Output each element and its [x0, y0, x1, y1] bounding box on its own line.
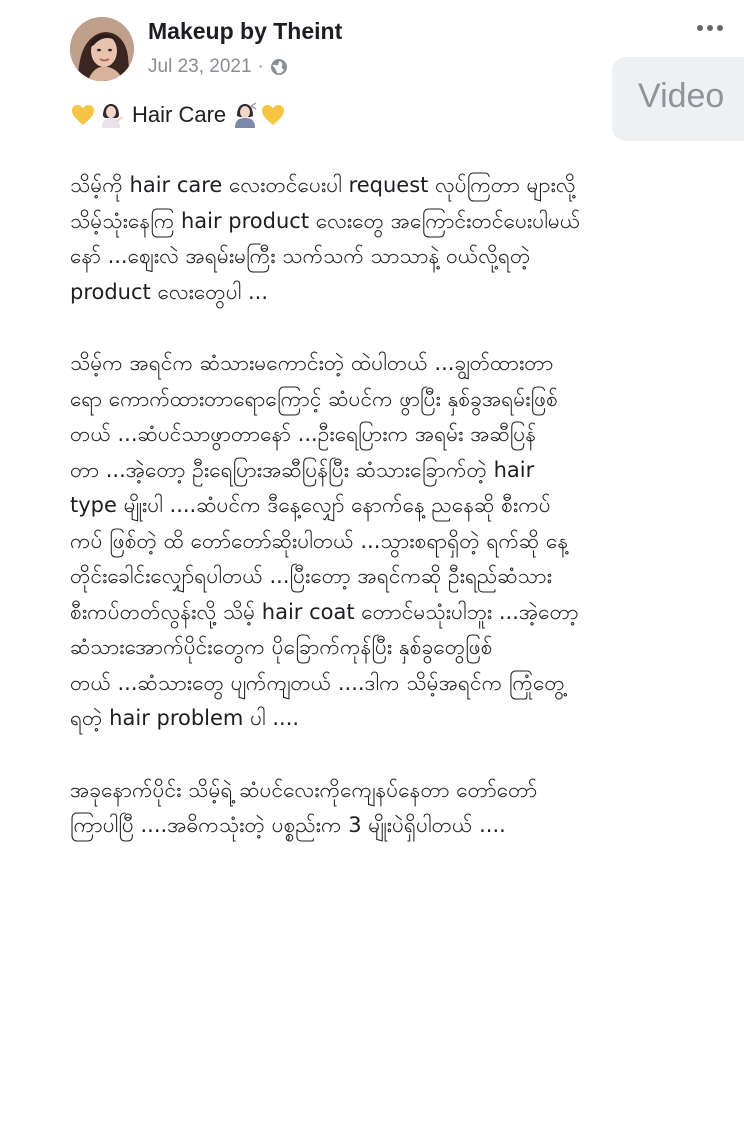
- yellow-heart-icon: [260, 102, 286, 128]
- post-paragraph: သိမ့်က အရင်က ဆံသားမကောင်းတဲ့ ထဲပါတယ် ...ချွတ်ထားတာ ရော ကောက်ထားတာရောကြောင့် ဆံပင်က ဖွာပြီး နှစ်ခွအရမ်းဖြစ် တယ် ...ဆံပင်သာဖွာတာနော် ...ဦးရေပြားက အရမ်း အဆီပြန် တာ ...အဲ့တော့ ဦးရေပြားအဆီပြန်ပြီး ဆံသားခြောက်တဲ့ hair type မျိုးပါ ....ဆံပင်က ဒီနေ့လျှော် နောက်နေ့ ညနေဆို စီးကပ် ကပ် ဖြစ်တဲ့ ထိ တော်တော်ဆိုးပါတယ် ...သွားစရာရှိတဲ့ ရက်ဆို နေ့ တိုင်းခေါင်းလျှော်ရပါတယ် ...ပြီးတော့ အရင်ကဆို ဦးရည်ဆံသား စီးကပ်တတ်လွန်းလို့ သိမ့် hair coat တောင်မသုံးပါဘူး ...အဲ့တော့ ဆံသားအောက်ပိုင်းတွေက ပိုခြောက်ကုန်ပြီး နှစ်ခွတွေဖြစ် တယ် ...ဆံသားတွေ ပျက်ကျတယ် ....ဒါက သိမ့်အရင်က ကြုံတွေ့ ရတဲ့ hair problem ပါ ....: [70, 351, 579, 730]
- video-tab-button[interactable]: [612, 57, 744, 141]
- post-paragraph: သိမ့်ကို hair care လေးတင်ပေးပါ request လုပ်ကြတာ များလို့ သိမ့်သုံးနေကြ hair product လေးတွေ အကြောင်းတင်ပေးပါမယ် နော် ...ဈေးလဲ အရမ်းမကြီး သက်သက် သာသာနဲ့ ဝယ်လို့ရတဲ့ product လေးတွေပါ ...: [70, 173, 581, 304]
- yellow-heart-icon: [70, 102, 96, 128]
- post-meta: [148, 56, 288, 78]
- meta-separator: ·: [257, 56, 264, 77]
- more-horizontal-icon: [690, 14, 730, 42]
- post-title: [70, 98, 288, 132]
- woman-tipping-hand-icon: [98, 102, 124, 128]
- post-paragraph: အခုနောက်ပိုင်း သိမ့်ရဲ့ ဆံပင်လေးကိုကျေနပ်နေတာ တော်တော် ကြာပါပြီ ....အဓိကသုံးတဲ့ ပစ္စည်းက 3 မျိုးပဲရှိပါတယ် ....: [70, 777, 538, 837]
- video-label: Video: [638, 77, 725, 115]
- post-body: [70, 168, 738, 880]
- more-options-button[interactable]: [690, 14, 730, 42]
- post-date[interactable]: Jul 23, 2021: [148, 56, 252, 77]
- author-name[interactable]: Makeup by Theint: [148, 18, 343, 44]
- woman-getting-haircut-icon: [232, 102, 258, 128]
- avatar-image: [70, 17, 134, 81]
- globe-icon: [270, 58, 288, 76]
- avatar[interactable]: [70, 17, 134, 81]
- post-title-text: Hair Care: [132, 102, 227, 127]
